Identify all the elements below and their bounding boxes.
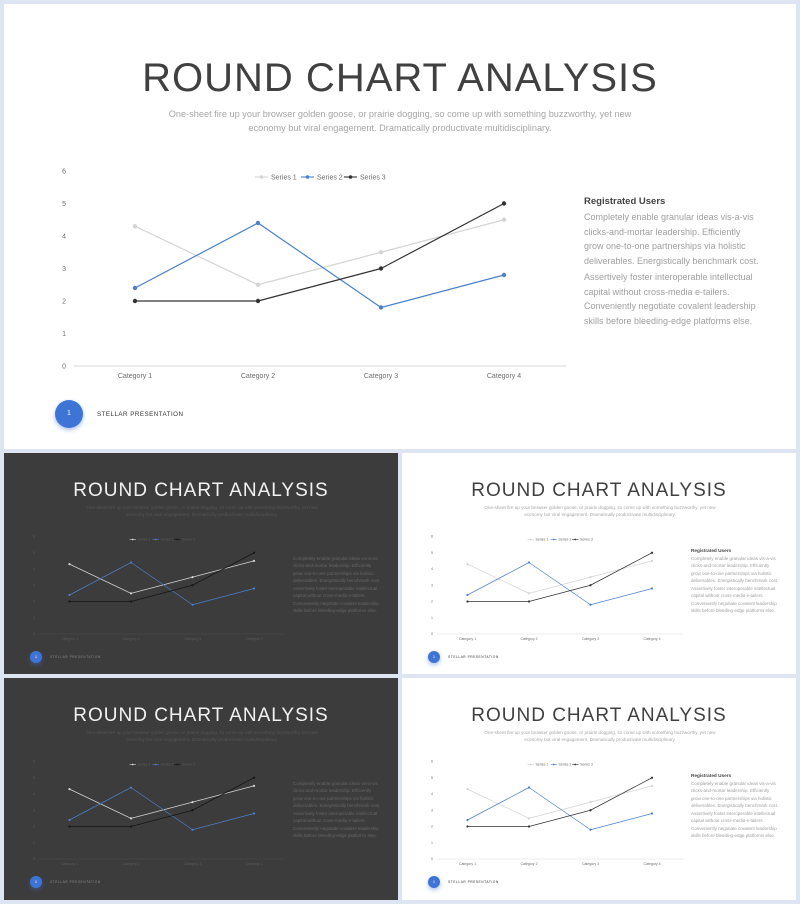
data-point-series-3 xyxy=(253,552,255,554)
side-description xyxy=(691,555,780,614)
legend-swatch-marker xyxy=(176,539,178,541)
data-point-series-3 xyxy=(191,584,193,586)
slide-title: ROUND CHART ANALYSIS xyxy=(471,480,727,501)
data-point-series-3 xyxy=(528,825,530,827)
legend-swatch-marker xyxy=(155,764,157,766)
legend-label: Series 2 xyxy=(558,762,572,767)
legend-label: Series 1 xyxy=(271,174,297,182)
y-tick-label: 5 xyxy=(431,775,433,780)
page-number-badge: 1 xyxy=(30,876,42,888)
legend-swatch-marker xyxy=(349,175,353,179)
x-tick-label: Category 2 xyxy=(122,637,140,641)
x-tick-label: Category 4 xyxy=(245,862,263,866)
data-point-series-1 xyxy=(589,801,591,803)
legend-swatch-marker xyxy=(260,175,264,179)
data-point-series-3 xyxy=(502,201,506,205)
x-tick-label: Category 3 xyxy=(581,637,600,641)
data-point-series-1 xyxy=(68,563,70,565)
data-point-series-1 xyxy=(589,576,591,578)
data-point-series-3 xyxy=(651,552,653,554)
x-tick-label: Category 2 xyxy=(240,373,276,380)
legend-swatch-marker xyxy=(574,539,576,541)
series-line-2 xyxy=(135,223,504,308)
series-line-1 xyxy=(70,786,255,819)
legend-swatch-marker xyxy=(574,764,576,766)
data-point-series-2 xyxy=(133,286,137,290)
subtitle-line-2: economy but viral engagement. Dramatically productivate multidisciplinary. xyxy=(524,737,676,743)
y-tick-label: 1 xyxy=(431,615,433,620)
y-tick-label: 3 xyxy=(33,808,35,813)
series-line-2 xyxy=(70,788,255,830)
data-point-series-1 xyxy=(191,576,193,578)
legend-swatch-marker xyxy=(530,539,532,541)
x-tick-label: Category 2 xyxy=(520,637,538,641)
subtitle-line-2: economy but viral engagement. Dramatically productivate multidisciplinary. xyxy=(524,512,676,518)
y-tick-label: 3 xyxy=(62,265,66,273)
y-tick-label: 6 xyxy=(33,534,35,539)
data-point-series-1 xyxy=(528,592,530,594)
data-point-series-2 xyxy=(256,221,260,225)
data-point-series-3 xyxy=(68,600,70,602)
legend-swatch-marker xyxy=(530,764,532,766)
x-tick-label: Category 1 xyxy=(458,862,477,866)
data-point-series-3 xyxy=(466,600,468,602)
data-point-series-1 xyxy=(379,250,383,254)
slide-thumbnail-light-2[interactable] xyxy=(402,678,796,900)
y-tick-label: 1 xyxy=(62,330,66,338)
legend-label: Series 3 xyxy=(580,762,593,767)
data-point-series-1 xyxy=(651,560,653,562)
x-tick-label: Category 3 xyxy=(581,862,600,866)
y-tick-label: 6 xyxy=(33,759,35,764)
page-number-badge: 1 xyxy=(30,651,42,663)
y-tick-label: 5 xyxy=(431,550,433,555)
footer-label: STELLAR PRESENTATION xyxy=(97,411,184,418)
y-tick-label: 0 xyxy=(33,632,35,637)
side-paragraph-1: Completely enable granular ideas vis-a-vis clicks-and-mortar leadership. Efficiently grow one-to-one partnerships via holistic deliverables. Energistically benchmark cost. xyxy=(293,556,381,583)
y-tick-label: 2 xyxy=(62,298,66,306)
data-point-series-1 xyxy=(256,283,260,287)
series-line-2 xyxy=(70,563,255,605)
legend-swatch-marker xyxy=(553,764,555,766)
data-point-series-1 xyxy=(253,560,255,562)
side-paragraph-2: Assertively foster interoperable intellectual capital without cross-media e-tailers. Conveniently negotiate covalent leadership skills before bleeding-edge platforms else. xyxy=(691,811,777,838)
x-tick-label: Category 3 xyxy=(183,862,202,866)
y-tick-label: 2 xyxy=(431,599,433,604)
data-point-series-2 xyxy=(528,786,530,788)
page-number-badge: 1 xyxy=(55,400,83,428)
side-description xyxy=(691,780,780,839)
y-tick-label: 4 xyxy=(431,567,433,572)
y-tick-label: 3 xyxy=(431,583,433,588)
data-point-series-2 xyxy=(253,587,255,589)
data-point-series-1 xyxy=(466,788,468,790)
x-tick-label: Category 4 xyxy=(643,637,661,641)
legend-label: Series 2 xyxy=(317,174,343,182)
slide-title: ROUND CHART ANALYSIS xyxy=(142,56,658,100)
x-tick-label: Category 3 xyxy=(363,373,399,380)
y-tick-label: 2 xyxy=(33,824,35,829)
data-point-series-1 xyxy=(253,785,255,787)
data-point-series-1 xyxy=(68,788,70,790)
footer-label: STELLAR PRESENTATION xyxy=(50,880,101,884)
legend-swatch-marker xyxy=(132,539,134,541)
legend-label: Series 1 xyxy=(137,762,151,767)
slide-thumbnail-light-1[interactable] xyxy=(402,453,796,674)
y-tick-label: 4 xyxy=(33,567,35,572)
y-tick-label: 0 xyxy=(33,857,35,862)
x-tick-label: Category 4 xyxy=(486,373,522,380)
data-point-series-2 xyxy=(589,829,591,831)
data-point-series-2 xyxy=(528,561,530,563)
x-tick-label: Category 1 xyxy=(60,862,79,866)
y-tick-label: 6 xyxy=(431,759,433,764)
y-tick-label: 2 xyxy=(431,824,433,829)
data-point-series-3 xyxy=(379,266,383,270)
x-tick-label: Category 3 xyxy=(183,637,202,641)
slide-main[interactable] xyxy=(4,4,796,449)
x-tick-label: Category 4 xyxy=(643,862,661,866)
y-tick-label: 5 xyxy=(62,200,66,208)
data-point-series-2 xyxy=(68,594,70,596)
legend-label: Series 1 xyxy=(137,537,151,542)
data-point-series-3 xyxy=(256,299,260,303)
data-point-series-3 xyxy=(589,584,591,586)
legend-swatch-marker xyxy=(132,764,134,766)
series-line-1 xyxy=(135,220,504,285)
page-number-badge: 1 xyxy=(428,651,440,663)
data-point-series-2 xyxy=(130,561,132,563)
data-point-series-2 xyxy=(651,812,653,814)
data-point-series-3 xyxy=(528,600,530,602)
data-point-series-2 xyxy=(651,587,653,589)
data-point-series-3 xyxy=(466,825,468,827)
side-description xyxy=(293,780,382,839)
legend-label: Series 1 xyxy=(535,537,549,542)
side-paragraph-2: Assertively foster interoperable intellectual capital without cross-media e-tailers. Conveniently negotiate covalent leadership skills before bleeding-edge platforms else. xyxy=(584,272,756,327)
series-line-2 xyxy=(468,563,653,605)
side-paragraph-1: Completely enable granular ideas vis-a-vis clicks-and-mortar leadership. Efficiently grow one-to-one partnerships via holistic deliverables. Energistically benchmark cost. xyxy=(584,212,759,266)
x-tick-label: Category 4 xyxy=(245,637,263,641)
side-description xyxy=(584,210,762,329)
legend-label: Series 3 xyxy=(182,537,195,542)
side-description xyxy=(293,555,382,614)
series-line-2 xyxy=(468,788,653,830)
y-tick-label: 2 xyxy=(33,599,35,604)
x-tick-label: Category 2 xyxy=(520,862,538,866)
subtitle-line-1: One-sheet fire up your browser golden goose, or prairie dogging, so come up with something buzzworthy, yet new xyxy=(86,505,318,510)
legend-swatch-marker xyxy=(176,764,178,766)
data-point-series-2 xyxy=(253,812,255,814)
data-point-series-2 xyxy=(379,305,383,309)
data-point-series-1 xyxy=(466,563,468,565)
data-point-series-1 xyxy=(651,785,653,787)
data-point-series-1 xyxy=(130,592,132,594)
data-point-series-2 xyxy=(466,819,468,821)
side-paragraph-1: Completely enable granular ideas vis-a-vis clicks-and-mortar leadership. Efficiently grow one-to-one partnerships via holistic deliverables. Energistically benchmark cost. xyxy=(691,781,779,808)
footer-label: STELLAR PRESENTATION xyxy=(448,880,499,884)
y-tick-label: 6 xyxy=(431,534,433,539)
side-paragraph-1: Completely enable granular ideas vis-a-vis clicks-and-mortar leadership. Efficiently grow one-to-one partnerships via holistic deliverables. Energistically benchmark cost. xyxy=(691,556,779,583)
data-point-series-2 xyxy=(191,604,193,606)
data-point-series-3 xyxy=(130,600,132,602)
legend-label: Series 1 xyxy=(535,762,549,767)
page-number-badge: 1 xyxy=(428,876,440,888)
subtitle-line-1: One-sheet fire up your browser golden goose, or prairie dogging, so come up with something buzzworthy, yet new xyxy=(484,730,716,735)
data-point-series-1 xyxy=(191,801,193,803)
legend-swatch-marker xyxy=(306,175,310,179)
legend-label: Series 2 xyxy=(558,537,572,542)
legend-label: Series 2 xyxy=(160,537,174,542)
data-point-series-1 xyxy=(133,224,137,228)
x-tick-label: Category 1 xyxy=(60,637,79,641)
y-tick-label: 4 xyxy=(431,792,433,797)
data-point-series-1 xyxy=(528,817,530,819)
data-point-series-1 xyxy=(130,817,132,819)
x-tick-label: Category 2 xyxy=(122,862,140,866)
legend-swatch-marker xyxy=(553,539,555,541)
data-point-series-2 xyxy=(191,829,193,831)
subtitle-line-2: economy but viral engagement. Dramatically productivate multidisciplinary. xyxy=(126,512,278,518)
data-point-series-3 xyxy=(68,825,70,827)
data-point-series-2 xyxy=(68,819,70,821)
legend-swatch-marker xyxy=(155,539,157,541)
x-tick-label: Category 1 xyxy=(458,637,477,641)
series-line-1 xyxy=(70,561,255,594)
series-line-1 xyxy=(468,786,653,819)
side-paragraph-2: Assertively foster interoperable intellectual capital without cross-media e-tailers. Conveniently negotiate covalent leadership skills before bleeding-edge platforms else. xyxy=(293,586,379,613)
y-tick-label: 0 xyxy=(431,857,433,862)
data-point-series-3 xyxy=(651,777,653,779)
subtitle-line-1: One-sheet fire up your browser golden goose, or prairie dogging, so come up with something buzzworthy, yet new xyxy=(86,730,318,735)
data-point-series-3 xyxy=(191,809,193,811)
footer-label: STELLAR PRESENTATION xyxy=(448,655,499,659)
subtitle-line-1: One-sheet fire up your browser golden goose, or prairie dogging, so come up with something buzzworthy, yet new xyxy=(168,109,632,119)
slide-thumbnail-dark-2[interactable] xyxy=(4,678,398,900)
data-point-series-2 xyxy=(502,273,506,277)
side-heading: Registrated Users xyxy=(691,773,732,778)
data-point-series-3 xyxy=(589,809,591,811)
side-heading: Registrated Users xyxy=(691,548,732,553)
y-tick-label: 3 xyxy=(431,808,433,813)
subtitle-line-1: One-sheet fire up your browser golden goose, or prairie dogging, so come up with something buzzworthy, yet new xyxy=(484,505,716,510)
y-tick-label: 0 xyxy=(62,363,66,371)
data-point-series-3 xyxy=(133,299,137,303)
series-line-1 xyxy=(468,561,653,594)
side-heading: Registrated Users xyxy=(584,196,666,207)
y-tick-label: 3 xyxy=(33,583,35,588)
y-tick-label: 4 xyxy=(62,233,66,241)
footer-label: STELLAR PRESENTATION xyxy=(50,655,101,659)
subtitle-line-2: economy but viral engagement. Dramatically productivate multidisciplinary. xyxy=(248,123,552,134)
legend-label: Series 3 xyxy=(182,762,195,767)
data-point-series-2 xyxy=(130,786,132,788)
legend-label: Series 3 xyxy=(580,537,593,542)
data-point-series-3 xyxy=(130,825,132,827)
data-point-series-2 xyxy=(589,604,591,606)
x-tick-label: Category 1 xyxy=(117,373,153,380)
subtitle-line-2: economy but viral engagement. Dramatically productivate multidisciplinary. xyxy=(126,737,278,743)
slide-title: ROUND CHART ANALYSIS xyxy=(73,480,329,501)
legend-label: Series 3 xyxy=(360,174,386,182)
side-paragraph-2: Assertively foster interoperable intellectual capital without cross-media e-tailers. Conveniently negotiate covalent leadership skills before bleeding-edge platforms else. xyxy=(691,586,777,613)
y-tick-label: 5 xyxy=(33,775,35,780)
y-tick-label: 1 xyxy=(33,615,35,620)
slide-thumbnail-dark-1[interactable] xyxy=(4,453,398,674)
side-paragraph-1: Completely enable granular ideas vis-a-vis clicks-and-mortar leadership. Efficiently grow one-to-one partnerships via holistic deliverables. Energistically benchmark cost. xyxy=(293,781,381,808)
slide-title: ROUND CHART ANALYSIS xyxy=(471,705,727,726)
y-tick-label: 1 xyxy=(33,840,35,845)
y-tick-label: 6 xyxy=(62,168,66,176)
y-tick-label: 4 xyxy=(33,792,35,797)
y-tick-label: 0 xyxy=(431,632,433,637)
slide-title: ROUND CHART ANALYSIS xyxy=(73,705,329,726)
side-paragraph-2: Assertively foster interoperable intellectual capital without cross-media e-tailers. Conveniently negotiate covalent leadership skills before bleeding-edge platforms else. xyxy=(293,811,379,838)
legend-label: Series 2 xyxy=(160,762,174,767)
y-tick-label: 5 xyxy=(33,550,35,555)
data-point-series-2 xyxy=(466,594,468,596)
y-tick-label: 1 xyxy=(431,840,433,845)
data-point-series-1 xyxy=(502,218,506,222)
data-point-series-3 xyxy=(253,777,255,779)
